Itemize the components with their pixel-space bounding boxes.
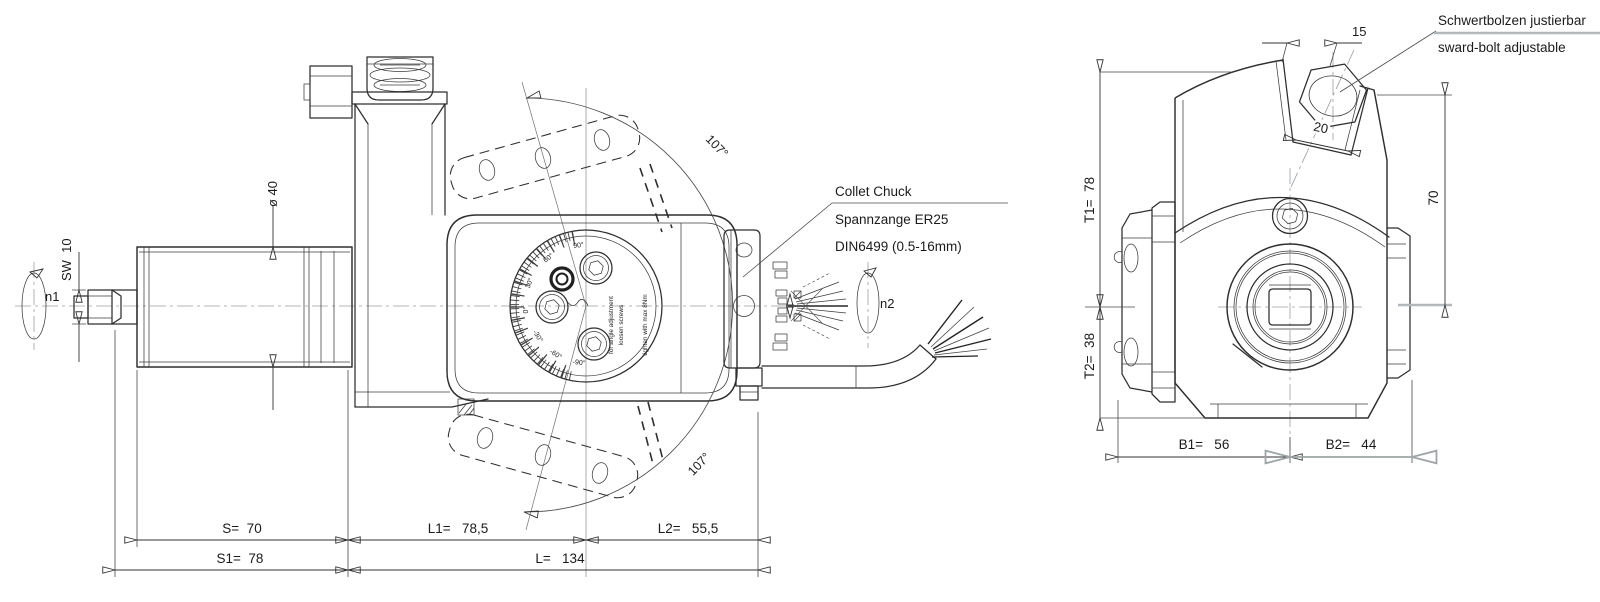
centerlines-front	[1218, 50, 1362, 450]
front-view	[1082, 13, 1600, 463]
collet-nut	[736, 368, 762, 386]
swordbolt-slot	[1262, 24, 1374, 155]
dial-note-1: for angle adjustment	[608, 296, 615, 354]
dim-dia40-label: ø 40	[265, 180, 280, 207]
dim-b1-label: B1= 56	[1178, 437, 1230, 452]
dial-scale-90: 90°	[572, 241, 585, 251]
dim-15	[1262, 24, 1366, 66]
dial-note-3: tighten with max 8Nm	[642, 294, 649, 356]
callout-swordbolt	[1340, 13, 1600, 92]
dim-l1	[348, 521, 586, 540]
dial-scale-m30: -30°	[530, 329, 544, 344]
dim-l2	[586, 521, 758, 540]
motor-unit	[137, 247, 352, 367]
dim-l-label: L= 134	[535, 551, 585, 566]
clamp-position-upper	[446, 111, 672, 232]
dim-20-label: 20	[1312, 118, 1330, 137]
clamp-position-lower	[444, 402, 664, 502]
callout-collet	[743, 184, 1008, 277]
dim-l1-label: L1= 78,5	[427, 521, 489, 536]
swordbolt-callout-line2: sward-bolt adjustable	[1438, 40, 1566, 55]
dim-dia40	[265, 181, 280, 410]
dim-t2-label: T2= 38	[1082, 332, 1097, 380]
dial-scale-m60: -60°	[548, 348, 563, 362]
dim-sw10-label: SW 10	[59, 238, 74, 281]
dial-screws	[536, 252, 612, 360]
right-flange	[1387, 228, 1410, 378]
dim-l	[348, 551, 758, 570]
dim-l2-label: L2= 55,5	[657, 521, 719, 536]
dim-sw10	[59, 238, 86, 362]
dim-t2	[1082, 307, 1100, 418]
collet-callout-line3: DIN6499 (0.5-16mm)	[835, 239, 962, 254]
collet-chuck	[724, 230, 787, 400]
n1-label: n1	[45, 289, 60, 304]
dim-15-label: 15	[1352, 24, 1367, 39]
dim-s1-label: S1= 78	[216, 551, 264, 566]
dim-20	[1296, 119, 1348, 151]
head-housing	[447, 215, 737, 401]
swordbolt-callout-line1: Schwertbolzen justierbar	[1438, 13, 1586, 28]
dial-note-2: loosen screws	[618, 304, 625, 346]
collet-callout-line1: Collet Chuck	[835, 184, 912, 199]
surface-mark	[566, 299, 588, 306]
rotation-symbol-n1	[22, 269, 59, 339]
arc-arrowhead	[527, 91, 541, 98]
side-view	[15, 57, 1008, 577]
dim-70-label: 70	[1426, 190, 1441, 206]
flange-screw-icon	[1124, 338, 1138, 366]
dial-scale-m90: -90°	[572, 358, 586, 368]
top-mounting-bracket	[304, 57, 447, 118]
gearbox-column	[355, 104, 488, 415]
dim-70	[1377, 95, 1452, 305]
dim-t1	[1082, 72, 1100, 307]
rotation-symbol-n2	[857, 268, 894, 333]
dim-b2-label: B2= 44	[1325, 437, 1377, 452]
dial-notes	[608, 294, 649, 355]
cable-wires	[928, 300, 991, 357]
front-body	[1175, 60, 1389, 418]
dial-scale-30: 30°	[524, 277, 536, 290]
dial-scale-60: 60°	[542, 252, 556, 265]
n2-label: n2	[880, 296, 895, 311]
collet-callout-line2: Spannzange ER25	[835, 212, 949, 227]
dim-b2	[1290, 437, 1412, 457]
tool-clamp-range-burst	[788, 273, 848, 339]
dim-b1	[1118, 437, 1290, 457]
dim-s1	[115, 551, 348, 570]
output-shaft	[74, 290, 137, 324]
dim-s	[137, 521, 348, 540]
motor-flange-side	[1114, 202, 1175, 402]
dim-t1-label: T1= 78	[1082, 176, 1097, 224]
angle-107-bottom: 107°	[685, 450, 714, 479]
dim-s-label: S= 70	[222, 521, 262, 536]
dial-knob	[551, 268, 573, 290]
centerlines-side	[15, 82, 868, 577]
angle-107-top: 107°	[702, 132, 731, 161]
dial-scale-0: 0°	[523, 306, 530, 314]
flange-screw-icon	[1124, 244, 1138, 272]
